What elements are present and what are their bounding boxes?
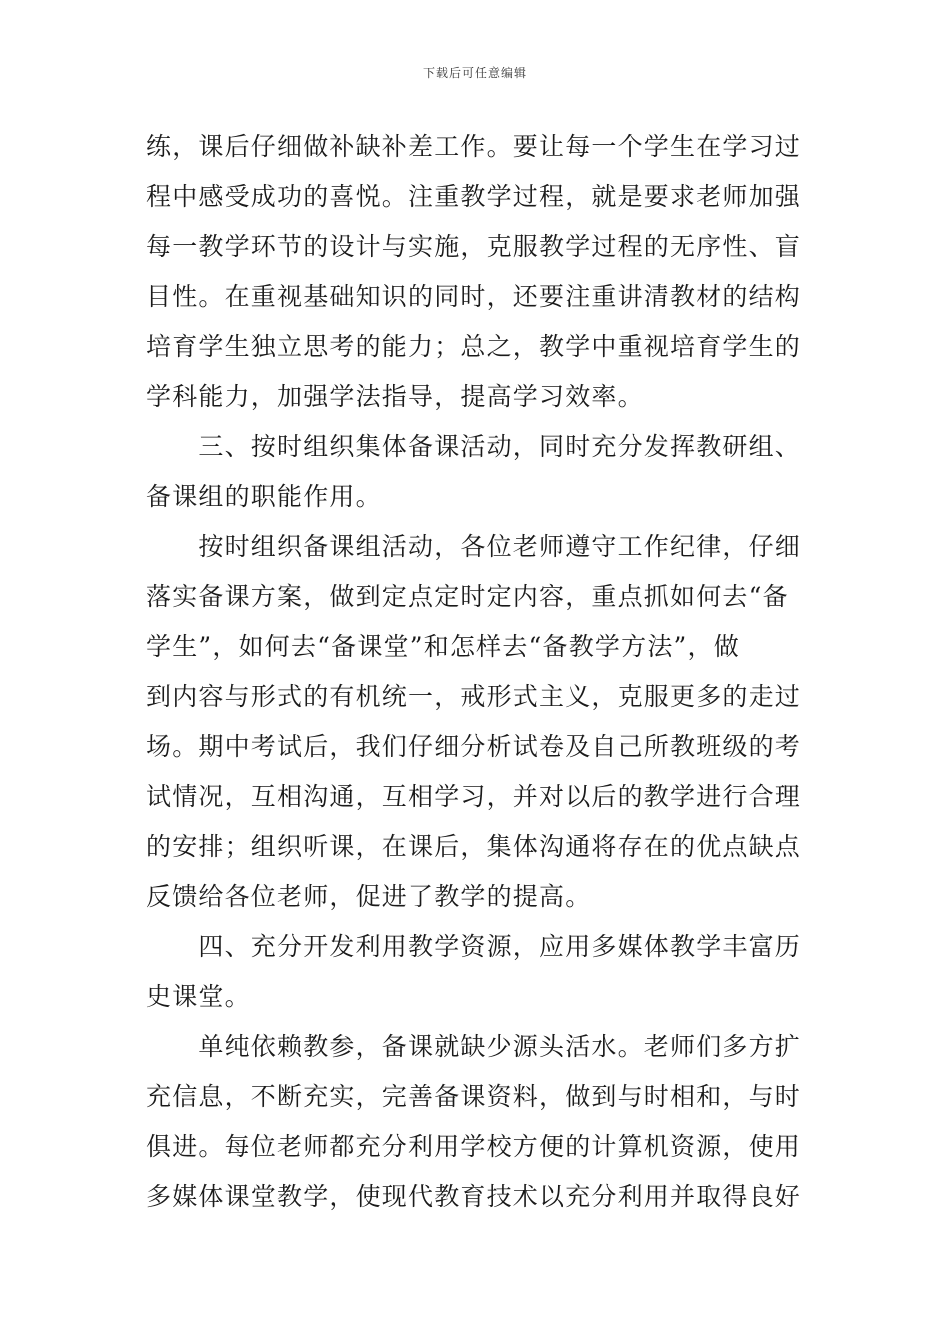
text-line: 每一教学环节的设计与实施，克服教学过程的无序性、盲 bbox=[146, 232, 802, 261]
section-heading-3: 三、按时组织集体备课活动，同时充分发挥教研组、 bbox=[146, 432, 802, 461]
text-line: 到内容与形式的有机统一，戒形式主义，克服更多的走过 bbox=[146, 682, 802, 711]
text-line: 的安排；组织听课，在课后，集体沟通将存在的优点缺点 bbox=[146, 832, 802, 861]
text-line: 学科能力，加强学法指导，提高学习效率。 bbox=[146, 382, 644, 411]
text-line: 练，课后仔细做补缺补差工作。要让每一个学生在学习过 bbox=[146, 132, 802, 161]
document-body bbox=[146, 122, 806, 1222]
text-line: 多媒体课堂教学，使现代教育技术以充分利用并取得良好 bbox=[146, 1182, 802, 1211]
text-line: 按时组织备课组活动，各位老师遵守工作纪律，仔细 bbox=[146, 532, 802, 561]
text-line: 培育学生独立思考的能力；总之，教学中重视培育学生的 bbox=[146, 332, 802, 361]
text-line: 程中感受成功的喜悦。注重教学过程，就是要求老师加强 bbox=[146, 182, 802, 211]
section-heading-3-cont: 备课组的职能作用。 bbox=[146, 482, 382, 511]
text-line: 单纯依赖教参，备课就缺少源头活水。老师们多方扩 bbox=[146, 1032, 802, 1061]
text-line: 目性。在重视基础知识的同时，还要注重讲清教材的结构 bbox=[146, 282, 802, 311]
section-heading-4-cont: 史课堂。 bbox=[146, 982, 251, 1011]
text-line: 学生”，如何去“备课堂”和怎样去“备教学方法”，做 bbox=[146, 632, 740, 661]
text-line: 充信息，不断充实，完善备课资料，做到与时相和，与时 bbox=[146, 1082, 802, 1111]
text-line: 试情况，互相沟通，互相学习，并对以后的教学进行合理 bbox=[146, 782, 802, 811]
text-line: 落实备课方案，做到定点定时定内容，重点抓如何去“备 bbox=[146, 582, 789, 611]
page-header: 下载后可任意编辑 bbox=[422, 66, 527, 80]
section-heading-4: 四、充分开发利用教学资源，应用多媒体教学丰富历 bbox=[146, 932, 802, 961]
text-line: 场。期中考试后，我们仔细分析试卷及自己所教班级的考 bbox=[146, 732, 802, 761]
text-line: 反馈给各位老师，促进了教学的提高。 bbox=[146, 882, 592, 911]
text-line: 俱进。每位老师都充分利用学校方便的计算机资源，使用 bbox=[146, 1132, 802, 1161]
